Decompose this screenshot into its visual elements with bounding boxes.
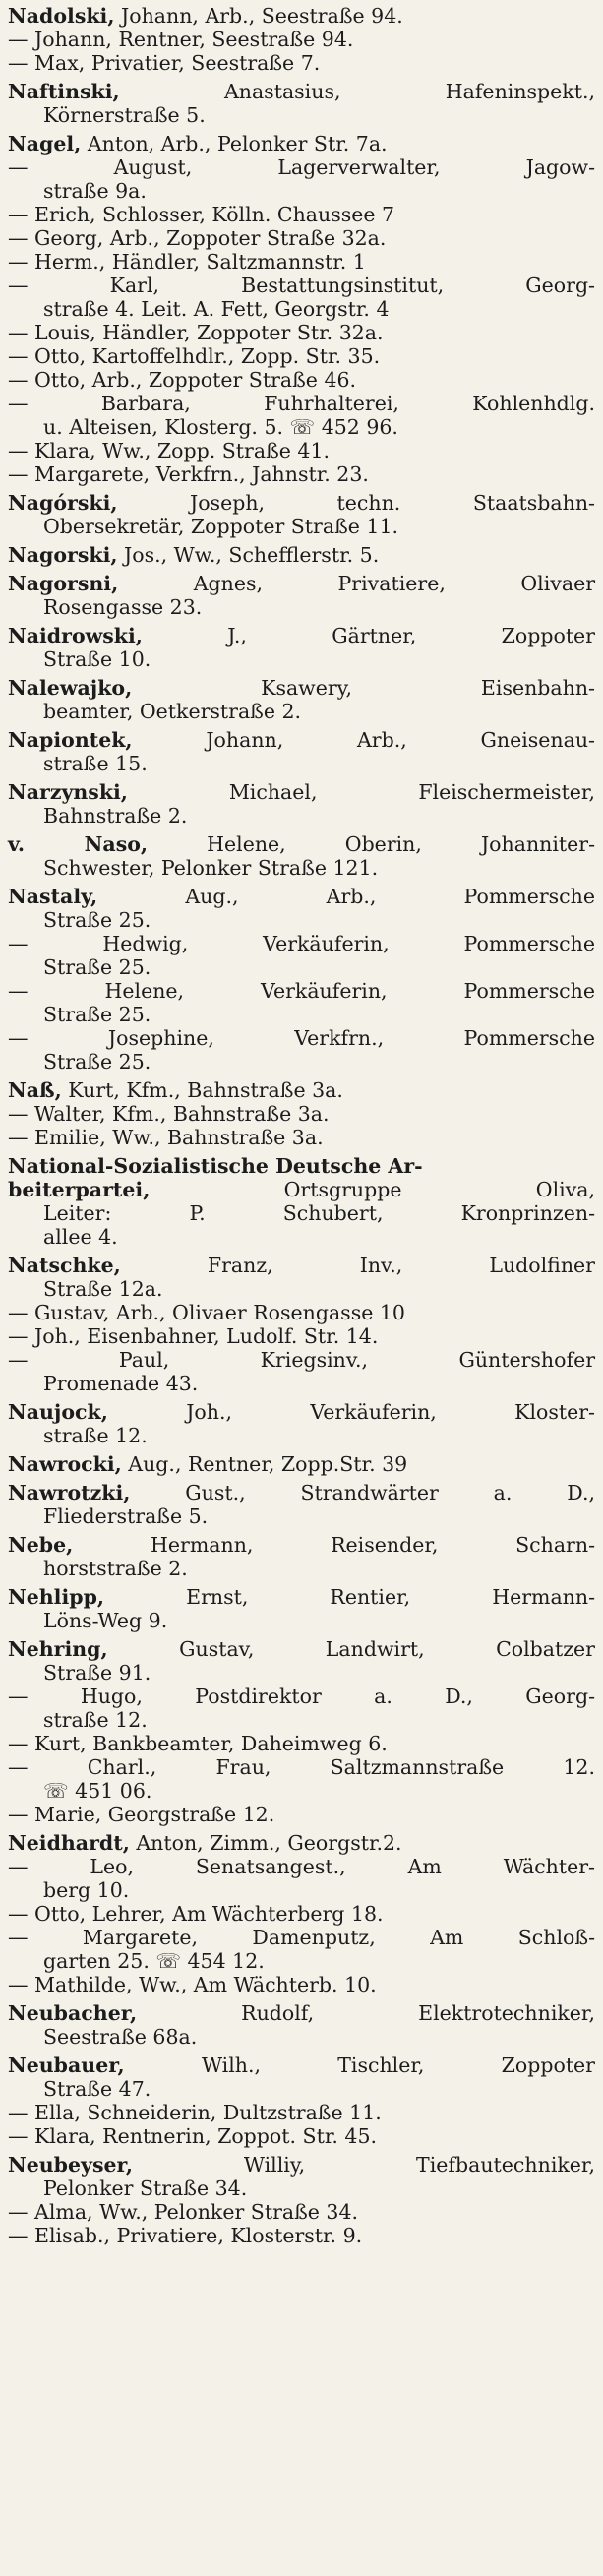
- entry-line: [8, 1452, 595, 1476]
- entry-subline: [8, 2077, 595, 2101]
- entry-subline: [8, 439, 595, 462]
- entry-subline: [8, 226, 595, 250]
- entry-subline: [8, 1301, 595, 1324]
- surname: Neubeyser,: [8, 2153, 134, 2177]
- entry-subline: [8, 1504, 595, 1528]
- entry-details: Bahnstraße 2.: [43, 804, 188, 828]
- entry-details: — Klara, Ww., Zopp. Straße 41.: [8, 439, 331, 462]
- entry-details: — Max, Privatier, Seestraße 7.: [8, 51, 321, 75]
- entry-line: [8, 1400, 595, 1424]
- entry-details: Wilh., Tischler, Zoppoter: [201, 2054, 595, 2077]
- entry-details: Straße 12a.: [43, 1277, 163, 1301]
- entry-details: Fliederstraße 5.: [43, 1504, 209, 1528]
- entry-subline: [8, 1225, 595, 1249]
- entry-details: Joh., Verkäuferin, Kloster-: [186, 1400, 595, 1424]
- entry-details: — Hugo, Postdirektor a. D., Georg-: [8, 1685, 595, 1708]
- surname: Neubauer,: [8, 2054, 125, 2077]
- surname: Nagorsni,: [8, 572, 119, 595]
- entry-subline: [8, 1277, 595, 1301]
- directory-entry: [8, 1831, 595, 1996]
- entry-line: [8, 543, 595, 567]
- entry-subline: [8, 344, 595, 368]
- directory-entry: [8, 780, 595, 828]
- entry-details: Helene, Oberin, Johanniter-: [207, 832, 596, 856]
- entry-subline: [8, 955, 595, 979]
- entry-details: Löns-Weg 9.: [43, 1609, 168, 1632]
- entry-line: [8, 1585, 595, 1609]
- entry-details: Gustav, Landwirt, Colbatzer: [179, 1637, 595, 1661]
- entry-details: Rudolf, Elektrotechniker,: [241, 2001, 595, 2025]
- entry-subline: [8, 1803, 595, 1826]
- entry-line: [8, 1831, 595, 1855]
- entry-line: [8, 132, 595, 155]
- entry-subline: [8, 2124, 595, 2148]
- entry-line: [8, 1481, 595, 1504]
- entry-subline: [8, 979, 595, 1003]
- entry-details: — Barbara, Fuhrhalterei, Kohlenhdlg.: [8, 392, 595, 415]
- entry-line: [8, 2054, 595, 2077]
- entry-subline: [8, 908, 595, 932]
- entry-subline: [8, 321, 595, 344]
- entry-details: — Herm., Händler, Saltzmannstr. 1: [8, 250, 366, 274]
- entry-subline: [8, 1424, 595, 1447]
- entry-details: Hermann, Reisender, Scharn-: [151, 1533, 595, 1557]
- surname: Napiontek,: [8, 728, 133, 752]
- entry-details: Johann, Arb., Gneisenau-: [206, 728, 595, 752]
- entry-details: — Kurt, Bankbeamter, Daheimweg 6.: [8, 1732, 388, 1755]
- entry-line: [8, 728, 595, 752]
- entry-details: Straße 25.: [43, 955, 151, 979]
- surname: Naß,: [8, 1078, 62, 1102]
- entry-subline: [8, 515, 595, 538]
- entry-details: Straße 25.: [43, 1003, 151, 1026]
- entry-subline: [8, 1050, 595, 1073]
- directory-entry: [8, 832, 595, 880]
- entry-line: [8, 624, 595, 647]
- entry-subline: [8, 1372, 595, 1395]
- surname: Neubacher,: [8, 2001, 138, 2025]
- entry-details: Aug., Arb., Pommersche: [185, 885, 595, 908]
- entry-line: [8, 676, 595, 700]
- entry-subline: [8, 1926, 595, 1949]
- entry-subline: [8, 1557, 595, 1580]
- directory-entry: [8, 1452, 595, 1476]
- entry-details: Promenade 43.: [43, 1372, 199, 1395]
- surname: Nastaly,: [8, 885, 98, 908]
- entry-subline: [8, 28, 595, 51]
- entry-subline: [8, 1178, 595, 1201]
- entry-subline: [8, 2101, 595, 2124]
- entry-subline: [8, 1026, 595, 1050]
- entry-details: — Marie, Georgstraße 12.: [8, 1803, 275, 1826]
- entry-subline: [8, 2177, 595, 2200]
- directory-entry: [8, 1254, 595, 1395]
- entry-details: — Otto, Kartoffelhdlr., Zopp. Str. 35.: [8, 344, 381, 368]
- entry-subline: [8, 647, 595, 671]
- entry-details: straße 12.: [43, 1708, 148, 1732]
- entry-line: [8, 1533, 595, 1557]
- surname: Nagel,: [8, 132, 82, 155]
- entry-details: — Josephine, Verkfrn., Pommersche: [8, 1026, 595, 1050]
- entry-details: — Louis, Händler, Zoppoter Str. 32a.: [8, 321, 384, 344]
- surname: Nadolski,: [8, 4, 115, 28]
- entry-details: — Paul, Kriegsinv., Güntershofer: [8, 1348, 595, 1372]
- directory-entry: [8, 2054, 595, 2148]
- entry-line: [8, 832, 595, 856]
- directory-entry: [8, 1637, 595, 1826]
- entry-subline: [8, 1779, 595, 1803]
- entry-subline: [8, 274, 595, 297]
- entry-subline: [8, 203, 595, 226]
- entry-details: Rosengasse 23.: [43, 595, 203, 619]
- entry-details: Straße 25.: [43, 1050, 151, 1073]
- entry-details: Anton, Zimm., Georgstr.2.: [136, 1831, 402, 1855]
- entry-subline: [8, 1855, 595, 1878]
- entry-subline: [8, 1902, 595, 1926]
- entry-details: J., Gärtner, Zoppoter: [227, 624, 595, 647]
- entry-details: Johann, Arb., Seestraße 94.: [121, 4, 403, 28]
- entry-line: [8, 2153, 595, 2177]
- directory-entry: [8, 728, 595, 775]
- surname: Neidhardt,: [8, 1831, 130, 1855]
- entry-details: — Margarete, Damenputz, Am Schloß-: [8, 1926, 595, 1949]
- entry-details: Williy, Tiefbautechniker,: [243, 2153, 595, 2177]
- entry-details: — Helene, Verkäuferin, Pommersche: [8, 979, 595, 1003]
- entry-details: — Mathilde, Ww., Am Wächterb. 10.: [8, 1973, 377, 1996]
- surname: Naidrowski,: [8, 624, 143, 647]
- entry-subline: [8, 1003, 595, 1026]
- entry-subline: [8, 1878, 595, 1902]
- entry-details: Jos., Ww., Schefflerstr. 5.: [124, 543, 380, 567]
- entry-details: Straße 10.: [43, 647, 151, 671]
- entry-details: straße 15.: [43, 752, 148, 775]
- directory-entry: [8, 543, 595, 567]
- entry-subline: [8, 1732, 595, 1755]
- directory-entry: [8, 572, 595, 619]
- entry-line: [8, 2001, 595, 2025]
- entry-subline: [8, 1708, 595, 1732]
- entry-details: Aug., Rentner, Zopp.Str. 39: [128, 1452, 408, 1476]
- entry-subline: [8, 368, 595, 392]
- surname: Natschke,: [8, 1254, 121, 1277]
- directory-entry: [8, 885, 595, 1073]
- entry-line: [8, 780, 595, 804]
- entry-details: Schwester, Pelonker Straße 121.: [43, 856, 379, 880]
- entry-subline: [8, 1685, 595, 1708]
- entry-details: straße 9a.: [43, 179, 147, 203]
- entry-details: Ernst, Rentier, Hermann-: [186, 1585, 595, 1609]
- entry-details: Straße 47.: [43, 2077, 151, 2101]
- entry-details: straße 12.: [43, 1424, 148, 1447]
- entry-details: Anton, Arb., Pelonker Str. 7a.: [87, 132, 388, 155]
- directory-entry: [8, 1154, 595, 1249]
- surname: Nehlipp,: [8, 1585, 105, 1609]
- entry-subline: [8, 1973, 595, 1996]
- directory-entry: [8, 80, 595, 127]
- entry-subline: [8, 1324, 595, 1348]
- entry-subline: [8, 392, 595, 415]
- entry-details: Straße 91.: [43, 1661, 151, 1685]
- entry-details: — Charl., Frau, Saltzmannstraße 12.: [8, 1755, 595, 1779]
- surname: Nagórski,: [8, 491, 118, 515]
- entry-details: — Joh., Eisenbahner, Ludolf. Str. 14.: [8, 1324, 379, 1348]
- entry-details: — Ella, Schneiderin, Dultzstraße 11.: [8, 2101, 382, 2124]
- entry-subline: [8, 932, 595, 955]
- entry-details: — August, Lagerverwalter, Jagow-: [8, 155, 595, 179]
- entry-subline: [8, 1755, 595, 1779]
- entry-details: — Emilie, Ww., Bahnstraße 3a.: [8, 1126, 324, 1149]
- entry-details: — Karl, Bestattungsinstitut, Georg-: [8, 274, 595, 297]
- entry-details: Gust., Strandwärter a. D.,: [185, 1481, 595, 1504]
- surname: Nehring,: [8, 1637, 108, 1661]
- surname: Nagorski,: [8, 543, 118, 567]
- directory-entry: [8, 4, 595, 75]
- entry-details: ☏ 451 06.: [43, 1779, 152, 1803]
- entry-subline: [8, 103, 595, 127]
- entry-subline: [8, 1609, 595, 1632]
- entry-details: horststraße 2.: [43, 1557, 188, 1580]
- entry-details: Anastasius, Hafeninspekt.,: [223, 80, 595, 103]
- entry-details: — Leo, Senatsangest., Am Wächter-: [8, 1855, 595, 1878]
- entry-details: Seestraße 68a.: [43, 2025, 198, 2049]
- surname: Naftinski,: [8, 80, 120, 103]
- entry-details: beamter, Oetkerstraße 2.: [43, 700, 302, 723]
- entry-subline: [8, 2200, 595, 2224]
- entry-details: — Hedwig, Verkäuferin, Pommersche: [8, 932, 595, 955]
- entry-details: — Otto, Lehrer, Am Wächterberg 18.: [8, 1902, 384, 1926]
- entry-line: [8, 491, 595, 515]
- entry-subline: [8, 179, 595, 203]
- entry-details: Agnes, Privatiere, Olivaer: [193, 572, 595, 595]
- entry-subline: [8, 595, 595, 619]
- entry-subline: [8, 1126, 595, 1149]
- directory-entry: [8, 1533, 595, 1580]
- entry-subline: [8, 752, 595, 775]
- directory-entry: [8, 676, 595, 723]
- entry-subline: [8, 155, 595, 179]
- entry-line: [8, 885, 595, 908]
- directory-entry: [8, 2001, 595, 2049]
- entry-subline: [8, 1348, 595, 1372]
- surname: beiterpartei,: [8, 1178, 151, 1201]
- entry-details: berg 10.: [43, 1878, 130, 1902]
- entry-details: — Georg, Arb., Zoppoter Straße 32a.: [8, 226, 387, 250]
- entry-details: — Walter, Kfm., Bahnstraße 3a.: [8, 1102, 330, 1126]
- entry-subline: [8, 1949, 595, 1973]
- entry-line: [8, 1254, 595, 1277]
- entry-details: allee 4.: [43, 1225, 118, 1249]
- entry-subline: [8, 1661, 595, 1685]
- entry-details: — Alma, Ww., Pelonker Straße 34.: [8, 2200, 359, 2224]
- entry-subline: [8, 856, 595, 880]
- entry-details: Obersekretär, Zoppoter Straße 11.: [43, 515, 399, 538]
- entry-subline: [8, 2224, 595, 2247]
- directory-entry: [8, 1400, 595, 1447]
- entry-details: Kurt, Kfm., Bahnstraße 3a.: [68, 1078, 343, 1102]
- entry-details: Ksawery, Eisenbahn-: [261, 676, 595, 700]
- surname: v. Naso,: [8, 832, 149, 856]
- surname: Naujock,: [8, 1400, 108, 1424]
- surname: Nawrotzki,: [8, 1481, 131, 1504]
- entry-details: Pelonker Straße 34.: [43, 2177, 248, 2200]
- entry-details: straße 4. Leit. A. Fett, Georgstr. 4: [43, 297, 390, 321]
- directory-entry: [8, 1078, 595, 1149]
- entry-details: — Erich, Schlosser, Kölln. Chaussee 7: [8, 203, 395, 226]
- entry-details: Joseph, techn. Staatsbahn-: [190, 491, 595, 515]
- entry-line: [8, 4, 595, 28]
- entry-details: — Otto, Arb., Zoppoter Straße 46.: [8, 368, 357, 392]
- surname: Narzynski,: [8, 780, 128, 804]
- entry-subline: [8, 1102, 595, 1126]
- entry-details: garten 25. ☏ 454 12.: [43, 1949, 265, 1973]
- entry-details: Michael, Fleischermeister,: [228, 780, 595, 804]
- entry-subline: [8, 1201, 595, 1225]
- entry-details: Ortsgruppe Oliva,: [283, 1178, 595, 1201]
- entry-subline: [8, 250, 595, 274]
- entry-subline: [8, 2025, 595, 2049]
- entry-details: Franz, Inv., Ludolfiner: [207, 1254, 595, 1277]
- surname: National-Sozialistische Deutsche Ar-: [8, 1154, 423, 1178]
- directory-entry: [8, 132, 595, 486]
- surname: Nebe,: [8, 1533, 74, 1557]
- directory-entry: [8, 624, 595, 671]
- surname: Nawrocki,: [8, 1452, 122, 1476]
- directory-entry: [8, 491, 595, 538]
- directory-entry: [8, 2153, 595, 2247]
- entry-subline: [8, 415, 595, 439]
- entry-line: [8, 80, 595, 103]
- entry-subline: [8, 51, 595, 75]
- entry-details: — Margarete, Verkfrn., Jahnstr. 23.: [8, 462, 369, 486]
- entry-line: [8, 1154, 595, 1178]
- surname: Nalewajko,: [8, 676, 133, 700]
- directory-entry: [8, 1585, 595, 1632]
- entry-details: u. Alteisen, Klosterg. 5. ☏ 452 96.: [43, 415, 398, 439]
- entry-details: Straße 25.: [43, 908, 151, 932]
- entry-details: — Johann, Rentner, Seestraße 94.: [8, 28, 354, 51]
- entry-details: Leiter: P. Schubert, Kronprinzen-: [43, 1201, 595, 1225]
- entry-details: Körnerstraße 5.: [43, 103, 206, 127]
- entry-details: — Elisab., Privatiere, Klosterstr. 9.: [8, 2224, 363, 2247]
- entry-subline: [8, 462, 595, 486]
- entry-details: — Klara, Rentnerin, Zoppot. Str. 45.: [8, 2124, 378, 2148]
- entry-subline: [8, 297, 595, 321]
- entry-line: [8, 1078, 595, 1102]
- entry-subline: [8, 804, 595, 828]
- entry-subline: [8, 700, 595, 723]
- directory-entry: [8, 1481, 595, 1528]
- entry-details: — Gustav, Arb., Olivaer Rosengasse 10: [8, 1301, 405, 1324]
- entry-line: [8, 572, 595, 595]
- entry-line: [8, 1637, 595, 1661]
